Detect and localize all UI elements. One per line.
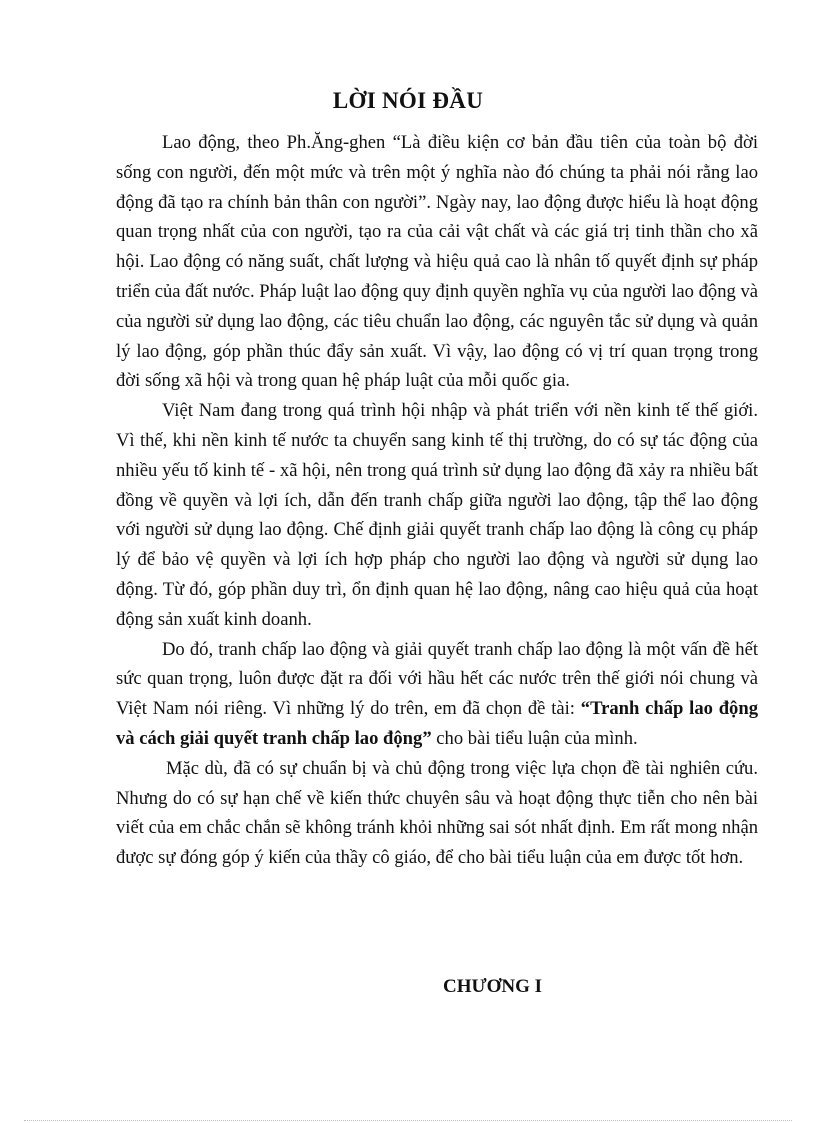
paragraph-3-text-end: cho bài tiểu luận của mình.	[431, 727, 638, 749]
paragraph-3-text-start: Do đó, tranh chấp lao động và giải quyết tranh chấp lao động là một vấn đề hết sức quan trọng, luôn được đặt ra đối với hầu hết các nước trên thế giới nói chung và Việt Nam nói riêng. Vì những lý do trên, em đã chọn đề tài:	[116, 638, 758, 720]
chapter-heading: CHƯƠNG I	[443, 976, 543, 997]
paragraph-3	[116, 635, 758, 754]
page-bottom-divider	[24, 1120, 792, 1121]
paragraph-2: Việt Nam đang trong quá trình hội nhập và phát triển với nền kinh tế thế giới. Vì thế, khi nền kinh tế nước ta chuyển sang kinh tế thị trường, do có sự tác động của nhiều yếu tố kinh tế - xã hội, nên trong quá trình sử dụng lao động đã xảy ra nhiều bất đồng về quyền và lợi ích, dẫn đến tranh chấp giữa người lao động, tập thể lao động với người sử dụng lao động. Chế định giải quyết tranh chấp lao động là công cụ pháp lý để bảo vệ quyền và lợi ích hợp pháp cho người lao động và người sử dụng lao động. Từ đó, góp phần duy trì, ổn định quan hệ lao động, nâng cao hiệu quả của hoạt động sản xuất kinh doanh.	[116, 400, 758, 630]
document-body	[116, 128, 758, 873]
paragraph-4: Mặc dù, đã có sự chuẩn bị và chủ động trong việc lựa chọn đề tài nghiên cứu. Nhưng do có sự hạn chế về kiến thức chuyên sâu và hoạt động thực tiễn cho nên bài viết của em chắc chắn sẽ không tránh khỏi những sai sót nhất định. Em rất mong nhận được sự đóng góp ý kiến của thầy cô giáo, để cho bài tiểu luận của em được tốt hơn.	[116, 757, 758, 869]
essay-topic: “Tranh chấp lao động và cách giải quyết tranh chấp lao động”	[116, 698, 758, 749]
paragraph-1: Lao động, theo Ph.Ăng-ghen “Là điều kiện cơ bản đầu tiên của toàn bộ đời sống con người, đến một mức và trên một ý nghĩa nào đó chúng ta phải nói rằng lao động đã tạo ra chính bản thân con người”. Ngày nay, lao động được hiểu là hoạt động quan trọng nhất của con người, tạo ra của cải vật chất và các giá trị tinh thần cho xã hội. Lao động có năng suất, chất lượng và hiệu quả cao là nhân tố quyết định sự pháp triển của đất nước. Pháp luật lao động quy định quyền nghĩa vụ của người lao động và của người sử dụng lao động, các tiêu chuẩn lao động, các nguyên tắc sử dụng và quản lý lao động, góp phần thúc đẩy sản xuất. Vì vậy, lao động có vị trí quan trọng trong đời sống xã hội và trong quan hệ pháp luật của mỗi quốc gia.	[116, 132, 758, 392]
page-title: LỜI NÓI ĐẦU	[332, 88, 484, 113]
